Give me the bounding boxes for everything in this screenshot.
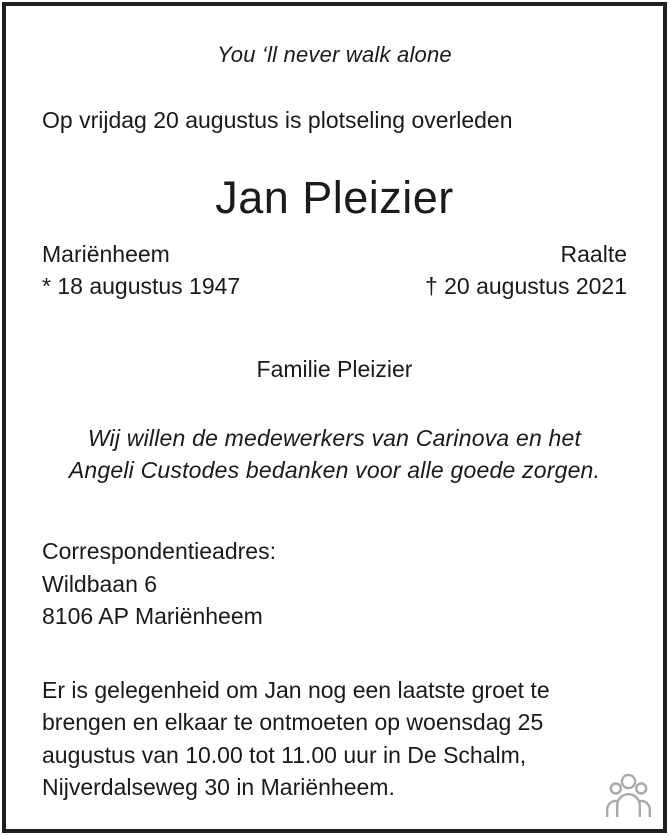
death-date: † 20 augustus 2021 xyxy=(424,273,627,299)
family-icon xyxy=(604,771,653,818)
farewell-line: augustus van 10.00 tot 11.00 uur in De Schalm, xyxy=(42,741,527,768)
address-postal-city: 8106 AP Mariënheem xyxy=(42,603,263,629)
birth-death-row xyxy=(42,238,627,302)
thanks-message xyxy=(42,422,627,486)
birth-place: Mariënheem xyxy=(42,241,170,267)
obituary-notice-card xyxy=(2,2,667,833)
farewell-line: Nijverdalseweg 30 in Mariënheem. xyxy=(42,774,395,800)
farewell-line: brengen en elkaar te ontmoeten op woensdag 25 xyxy=(42,709,544,735)
address-street: Wildbaan 6 xyxy=(42,570,158,597)
death-column xyxy=(425,238,627,302)
farewell-info xyxy=(42,674,627,804)
death-announcement-line: Op vrijdag 20 augustus is plotseling overleden xyxy=(42,107,513,133)
thanks-line: Wij willen de medewerkers van Carinova en het xyxy=(87,425,582,451)
correspondence-address xyxy=(42,535,627,633)
birth-column xyxy=(42,238,240,302)
address-label: Correspondentieadres: xyxy=(42,538,276,564)
family-signature: Familie Pleizier xyxy=(256,356,413,382)
deceased-name: Jan Pleizier xyxy=(215,172,454,223)
farewell-line: Er is gelegenheid om Jan nog een laatste groet te xyxy=(42,676,550,703)
death-place: Raalte xyxy=(560,241,627,267)
thanks-line: Angeli Custodes bedanken voor alle goede zorgen. xyxy=(68,457,601,483)
birth-date: * 18 augustus 1947 xyxy=(42,273,241,299)
memorial-quote: You ‘ll never walk alone xyxy=(217,42,452,67)
